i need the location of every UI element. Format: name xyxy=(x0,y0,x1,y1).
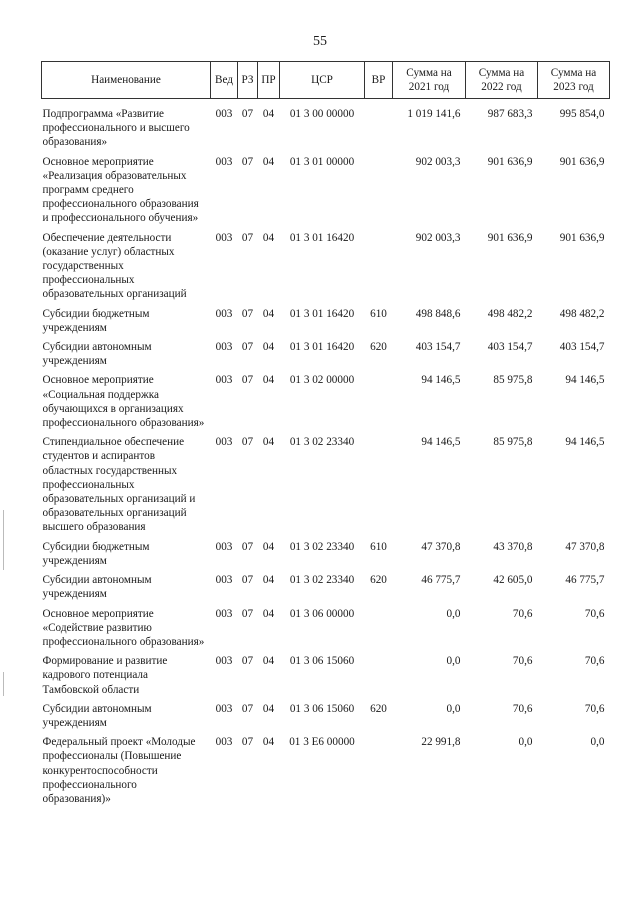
table-row xyxy=(42,231,610,302)
row-rz: 07 xyxy=(241,702,254,715)
header-ved: Вед xyxy=(211,62,238,99)
table-row xyxy=(42,735,610,806)
row-sum-2023: 47 370,8 xyxy=(565,540,605,553)
row-pr: 04 xyxy=(262,574,275,587)
row-csr: 01 3 02 23340 xyxy=(289,574,355,587)
header-sum-2022: Сумма на 2022 год xyxy=(466,62,538,99)
row-pr: 04 xyxy=(262,540,275,553)
table-row xyxy=(42,435,610,534)
table-row xyxy=(42,373,610,430)
row-pr: 04 xyxy=(262,155,275,168)
header-pr: ПР xyxy=(258,62,280,99)
row-sum-2021: 47 370,8 xyxy=(421,540,461,553)
row-sum-2021: 94 146,5 xyxy=(421,436,461,449)
row-name: Основное мероприятие «Реализация образовательных программ среднего профессионального образования и профессионального обучения» xyxy=(42,155,199,225)
row-csr: 01 3 06 15060 xyxy=(289,702,355,715)
table-row xyxy=(42,307,610,335)
row-name: Федеральный проект «Молодые профессионалы (Повышение конкурентоспособности профессионального образования)» xyxy=(42,736,196,805)
row-rz: 07 xyxy=(241,108,254,120)
row-csr: 01 3 01 16420 xyxy=(289,231,355,244)
row-rz: 07 xyxy=(241,341,254,354)
row-sum-2023: 70,6 xyxy=(584,702,605,715)
row-csr: 01 3 06 00000 xyxy=(289,607,355,620)
row-sum-2023: 498 482,2 xyxy=(559,307,605,320)
row-vr: 610 xyxy=(370,307,387,320)
row-vr xyxy=(365,735,393,806)
row-ved: 003 xyxy=(215,436,233,449)
table-row xyxy=(42,702,610,730)
budget-table xyxy=(41,61,610,806)
row-ved: 003 xyxy=(215,374,233,387)
table-row xyxy=(42,155,610,226)
row-name: Субсидии автономным учреждениям xyxy=(42,574,152,601)
row-pr: 04 xyxy=(262,607,275,620)
row-pr: 04 xyxy=(262,307,275,320)
table-row xyxy=(42,540,610,568)
row-ved: 003 xyxy=(215,108,233,120)
row-sum-2022: 498 482,2 xyxy=(487,307,533,320)
row-name: Субсидии бюджетным учреждениям xyxy=(42,307,150,334)
row-vr xyxy=(365,654,393,697)
row-sum-2021: 46 775,7 xyxy=(421,574,461,587)
row-sum-2022: 901 636,9 xyxy=(487,155,533,168)
row-ved: 003 xyxy=(215,231,233,244)
row-sum-2022: 987 683,3 xyxy=(487,108,533,120)
row-rz: 07 xyxy=(241,540,254,553)
row-sum-2023: 995 854,0 xyxy=(559,108,605,120)
page-number: 55 xyxy=(313,34,327,49)
row-rz: 07 xyxy=(241,231,254,244)
row-name: Формирование и развитие кадрового потенциала Тамбовской области xyxy=(42,655,168,696)
row-vr: 620 xyxy=(370,341,387,354)
row-sum-2021: 0,0 xyxy=(446,655,461,668)
header-vr: ВР xyxy=(365,62,393,99)
table-row xyxy=(42,654,610,697)
row-ved: 003 xyxy=(215,655,233,668)
row-rz: 07 xyxy=(241,155,254,168)
row-name: Подпрограмма «Развитие профессионального и высшего образования» xyxy=(42,108,190,149)
row-vr xyxy=(365,373,393,430)
table-row xyxy=(42,607,610,650)
row-vr: 620 xyxy=(370,702,387,715)
row-sum-2023: 901 636,9 xyxy=(559,231,605,244)
row-pr: 04 xyxy=(262,702,275,715)
table-row xyxy=(42,573,610,601)
row-sum-2021: 902 003,3 xyxy=(415,231,461,244)
row-vr xyxy=(365,231,393,302)
row-sum-2021: 94 146,5 xyxy=(421,374,461,387)
row-sum-2021: 498 848,6 xyxy=(415,307,461,320)
row-sum-2022: 0,0 xyxy=(518,736,533,749)
row-rz: 07 xyxy=(241,655,254,668)
row-name: Субсидии автономным учреждениям xyxy=(42,702,152,729)
row-csr: 01 3 02 00000 xyxy=(289,374,355,387)
header-sum-2023: Сумма на 2023 год xyxy=(538,62,610,99)
row-ved: 003 xyxy=(215,607,233,620)
row-sum-2022: 85 975,8 xyxy=(493,436,533,449)
row-vr: 620 xyxy=(370,574,387,587)
row-csr: 01 3 02 23340 xyxy=(289,540,355,553)
row-sum-2021: 0,0 xyxy=(446,607,461,620)
row-csr: 01 3 06 15060 xyxy=(289,655,355,668)
row-sum-2023: 70,6 xyxy=(584,655,605,668)
row-csr: 01 3 01 16420 xyxy=(289,307,355,320)
row-vr xyxy=(365,155,393,226)
row-pr: 04 xyxy=(262,436,275,449)
row-vr xyxy=(365,435,393,534)
row-csr: 01 3 01 16420 xyxy=(289,341,355,354)
row-name: Основное мероприятие «Содействие развитию профессионального образования» xyxy=(42,607,205,648)
table-row xyxy=(42,107,610,150)
row-pr: 04 xyxy=(262,231,275,244)
row-pr: 04 xyxy=(262,108,275,120)
row-sum-2021: 0,0 xyxy=(446,702,461,715)
row-csr: 01 3 02 23340 xyxy=(289,436,355,449)
row-ved: 003 xyxy=(215,736,233,749)
row-vr: 610 xyxy=(370,540,387,553)
header-sum-2021: Сумма на 2021 год xyxy=(393,62,466,99)
scan-margin-mark xyxy=(3,672,4,696)
row-pr: 04 xyxy=(262,341,275,354)
row-ved: 003 xyxy=(215,540,233,553)
row-sum-2021: 22 991,8 xyxy=(421,736,461,749)
table-body xyxy=(42,99,610,807)
row-pr: 04 xyxy=(262,374,275,387)
header-csr: ЦСР xyxy=(280,62,365,99)
table-header xyxy=(42,62,610,99)
row-sum-2023: 94 146,5 xyxy=(565,374,605,387)
row-sum-2023: 901 636,9 xyxy=(559,155,605,168)
row-sum-2021: 1 019 141,6 xyxy=(407,108,461,120)
header-name: Наименование xyxy=(42,62,211,99)
header-rz: РЗ xyxy=(238,62,258,99)
row-name: Субсидии бюджетным учреждениям xyxy=(42,540,150,567)
row-ved: 003 xyxy=(215,155,233,168)
row-ved: 003 xyxy=(215,307,233,320)
row-ved: 003 xyxy=(215,341,233,354)
row-rz: 07 xyxy=(241,374,254,387)
row-sum-2023: 0,0 xyxy=(590,736,605,749)
row-rz: 07 xyxy=(241,436,254,449)
row-pr: 04 xyxy=(262,736,275,749)
row-rz: 07 xyxy=(241,607,254,620)
row-csr: 01 3 00 00000 xyxy=(289,108,355,120)
row-csr: 01 3 E6 00000 xyxy=(289,736,355,749)
row-pr: 04 xyxy=(262,655,275,668)
row-rz: 07 xyxy=(241,307,254,320)
row-sum-2021: 902 003,3 xyxy=(415,155,461,168)
row-sum-2023: 94 146,5 xyxy=(565,436,605,449)
row-sum-2021: 403 154,7 xyxy=(415,341,461,354)
row-name: Стипендиальное обеспечение студентов и аспирантов областных государственных профессиональных образовательных организаций и образовательных организаций высшего образования xyxy=(42,436,196,534)
row-ved: 003 xyxy=(215,574,233,587)
row-sum-2023: 46 775,7 xyxy=(565,574,605,587)
row-sum-2022: 43 370,8 xyxy=(493,540,533,553)
row-sum-2022: 85 975,8 xyxy=(493,374,533,387)
row-sum-2023: 70,6 xyxy=(584,607,605,620)
row-rz: 07 xyxy=(241,736,254,749)
row-sum-2022: 42 605,0 xyxy=(493,574,533,587)
row-vr xyxy=(365,607,393,650)
row-name: Обеспечение деятельности (оказание услуг) областных государственных профессиональных образовательных организаций xyxy=(42,231,187,301)
row-sum-2022: 70,6 xyxy=(512,655,533,668)
row-sum-2022: 70,6 xyxy=(512,607,533,620)
row-vr xyxy=(365,107,393,150)
row-sum-2022: 70,6 xyxy=(512,702,533,715)
row-name: Основное мероприятие «Социальная поддержка обучающихся в организациях профессионального образования» xyxy=(42,374,205,430)
row-ved: 003 xyxy=(215,702,233,715)
row-csr: 01 3 01 00000 xyxy=(289,155,355,168)
row-name: Субсидии автономным учреждениям xyxy=(42,341,152,368)
row-sum-2022: 901 636,9 xyxy=(487,231,533,244)
row-sum-2022: 403 154,7 xyxy=(487,341,533,354)
row-sum-2023: 403 154,7 xyxy=(559,341,605,354)
row-rz: 07 xyxy=(241,574,254,587)
scan-margin-mark xyxy=(3,510,4,570)
table-row xyxy=(42,340,610,368)
